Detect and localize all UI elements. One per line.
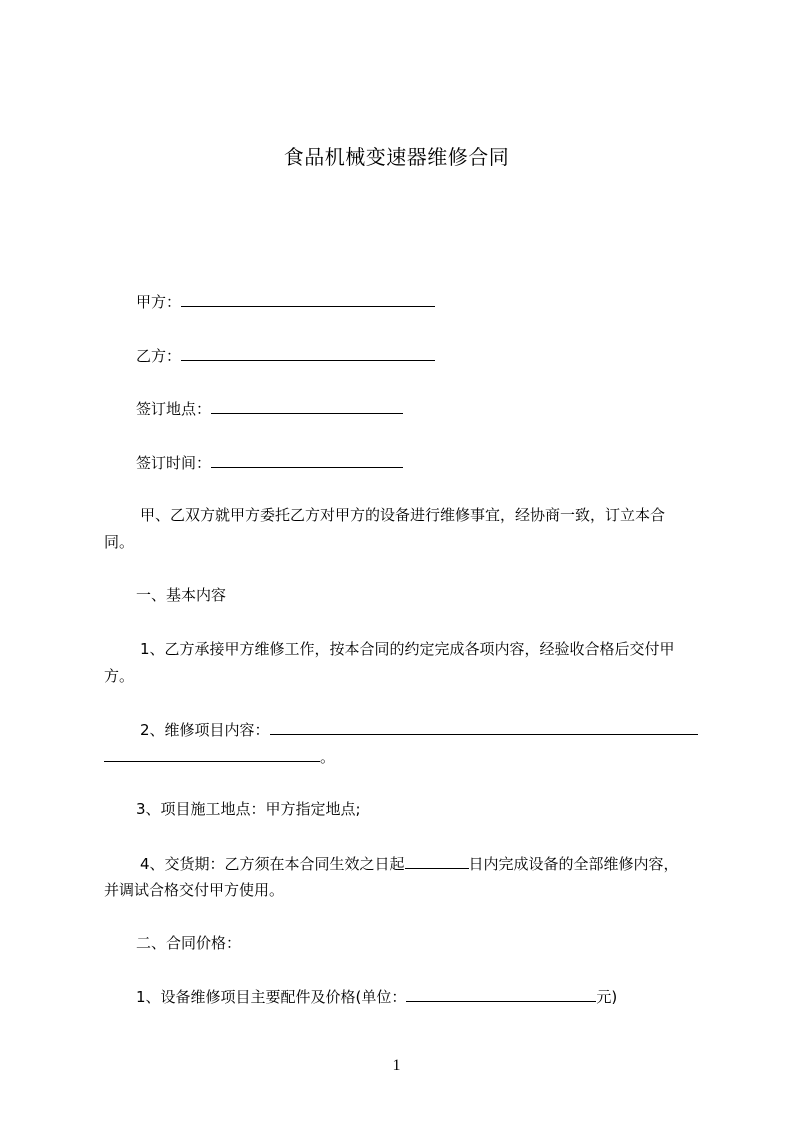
page-number: 1 <box>392 1057 401 1074</box>
item-2-line-1 <box>140 719 698 740</box>
price-prefix: 1、设备维修项目主要配件及价格(单位： <box>136 988 407 1006</box>
item-2-blank-2[interactable] <box>104 746 320 762</box>
section-2-heading: 二、合同价格： <box>136 934 242 952</box>
party-a-blank[interactable] <box>181 291 435 307</box>
price-line <box>136 986 617 1007</box>
item-1-line-1: 1、乙方承接甲方维修工作，按本合同的约定完成各项内容，经验收合格后交付甲 <box>140 640 675 658</box>
item-2-blank-1[interactable] <box>270 719 698 735</box>
item-4-suffix: 日内完成设备的全部维修内容， <box>468 855 679 873</box>
party-b-blank[interactable] <box>181 345 435 361</box>
party-a-label: 甲方： <box>136 293 182 311</box>
sign-time-blank[interactable] <box>211 452 403 468</box>
contract-title: 食品机械变速器维修合同 <box>283 145 510 169</box>
party-a-line <box>136 291 435 312</box>
price-unit-blank[interactable] <box>406 986 596 1002</box>
sign-place-line <box>136 398 403 419</box>
item-4-line-2: 并调试合格交付甲方使用。 <box>104 881 285 899</box>
sign-place-blank[interactable] <box>211 398 403 414</box>
intro-line-1: 甲、乙双方就甲方委托乙方对甲方的设备进行维修事宜，经协商一致，订立本合 <box>140 506 666 524</box>
party-b-line <box>136 345 435 366</box>
sign-place-label: 签订地点： <box>136 400 212 418</box>
sign-time-label: 签订时间： <box>136 454 212 472</box>
item-4-line-1 <box>140 853 679 874</box>
item-1-line-2: 方。 <box>104 667 135 685</box>
delivery-days-blank[interactable] <box>405 853 469 869</box>
section-1-heading: 一、基本内容 <box>136 586 227 604</box>
item-4-prefix: 4、交货期：乙方须在本合同生效之日起 <box>140 855 405 873</box>
party-b-label: 乙方： <box>136 347 182 365</box>
price-suffix: 元) <box>596 988 618 1006</box>
sign-time-line <box>136 452 403 473</box>
item-2-end: 。 <box>320 748 336 766</box>
item-3: 3、项目施工地点：甲方指定地点; <box>136 800 361 818</box>
intro-line-2: 同。 <box>104 533 135 551</box>
item-2-line-2 <box>104 746 335 767</box>
item-2-label: 2、维修项目内容： <box>140 721 270 739</box>
